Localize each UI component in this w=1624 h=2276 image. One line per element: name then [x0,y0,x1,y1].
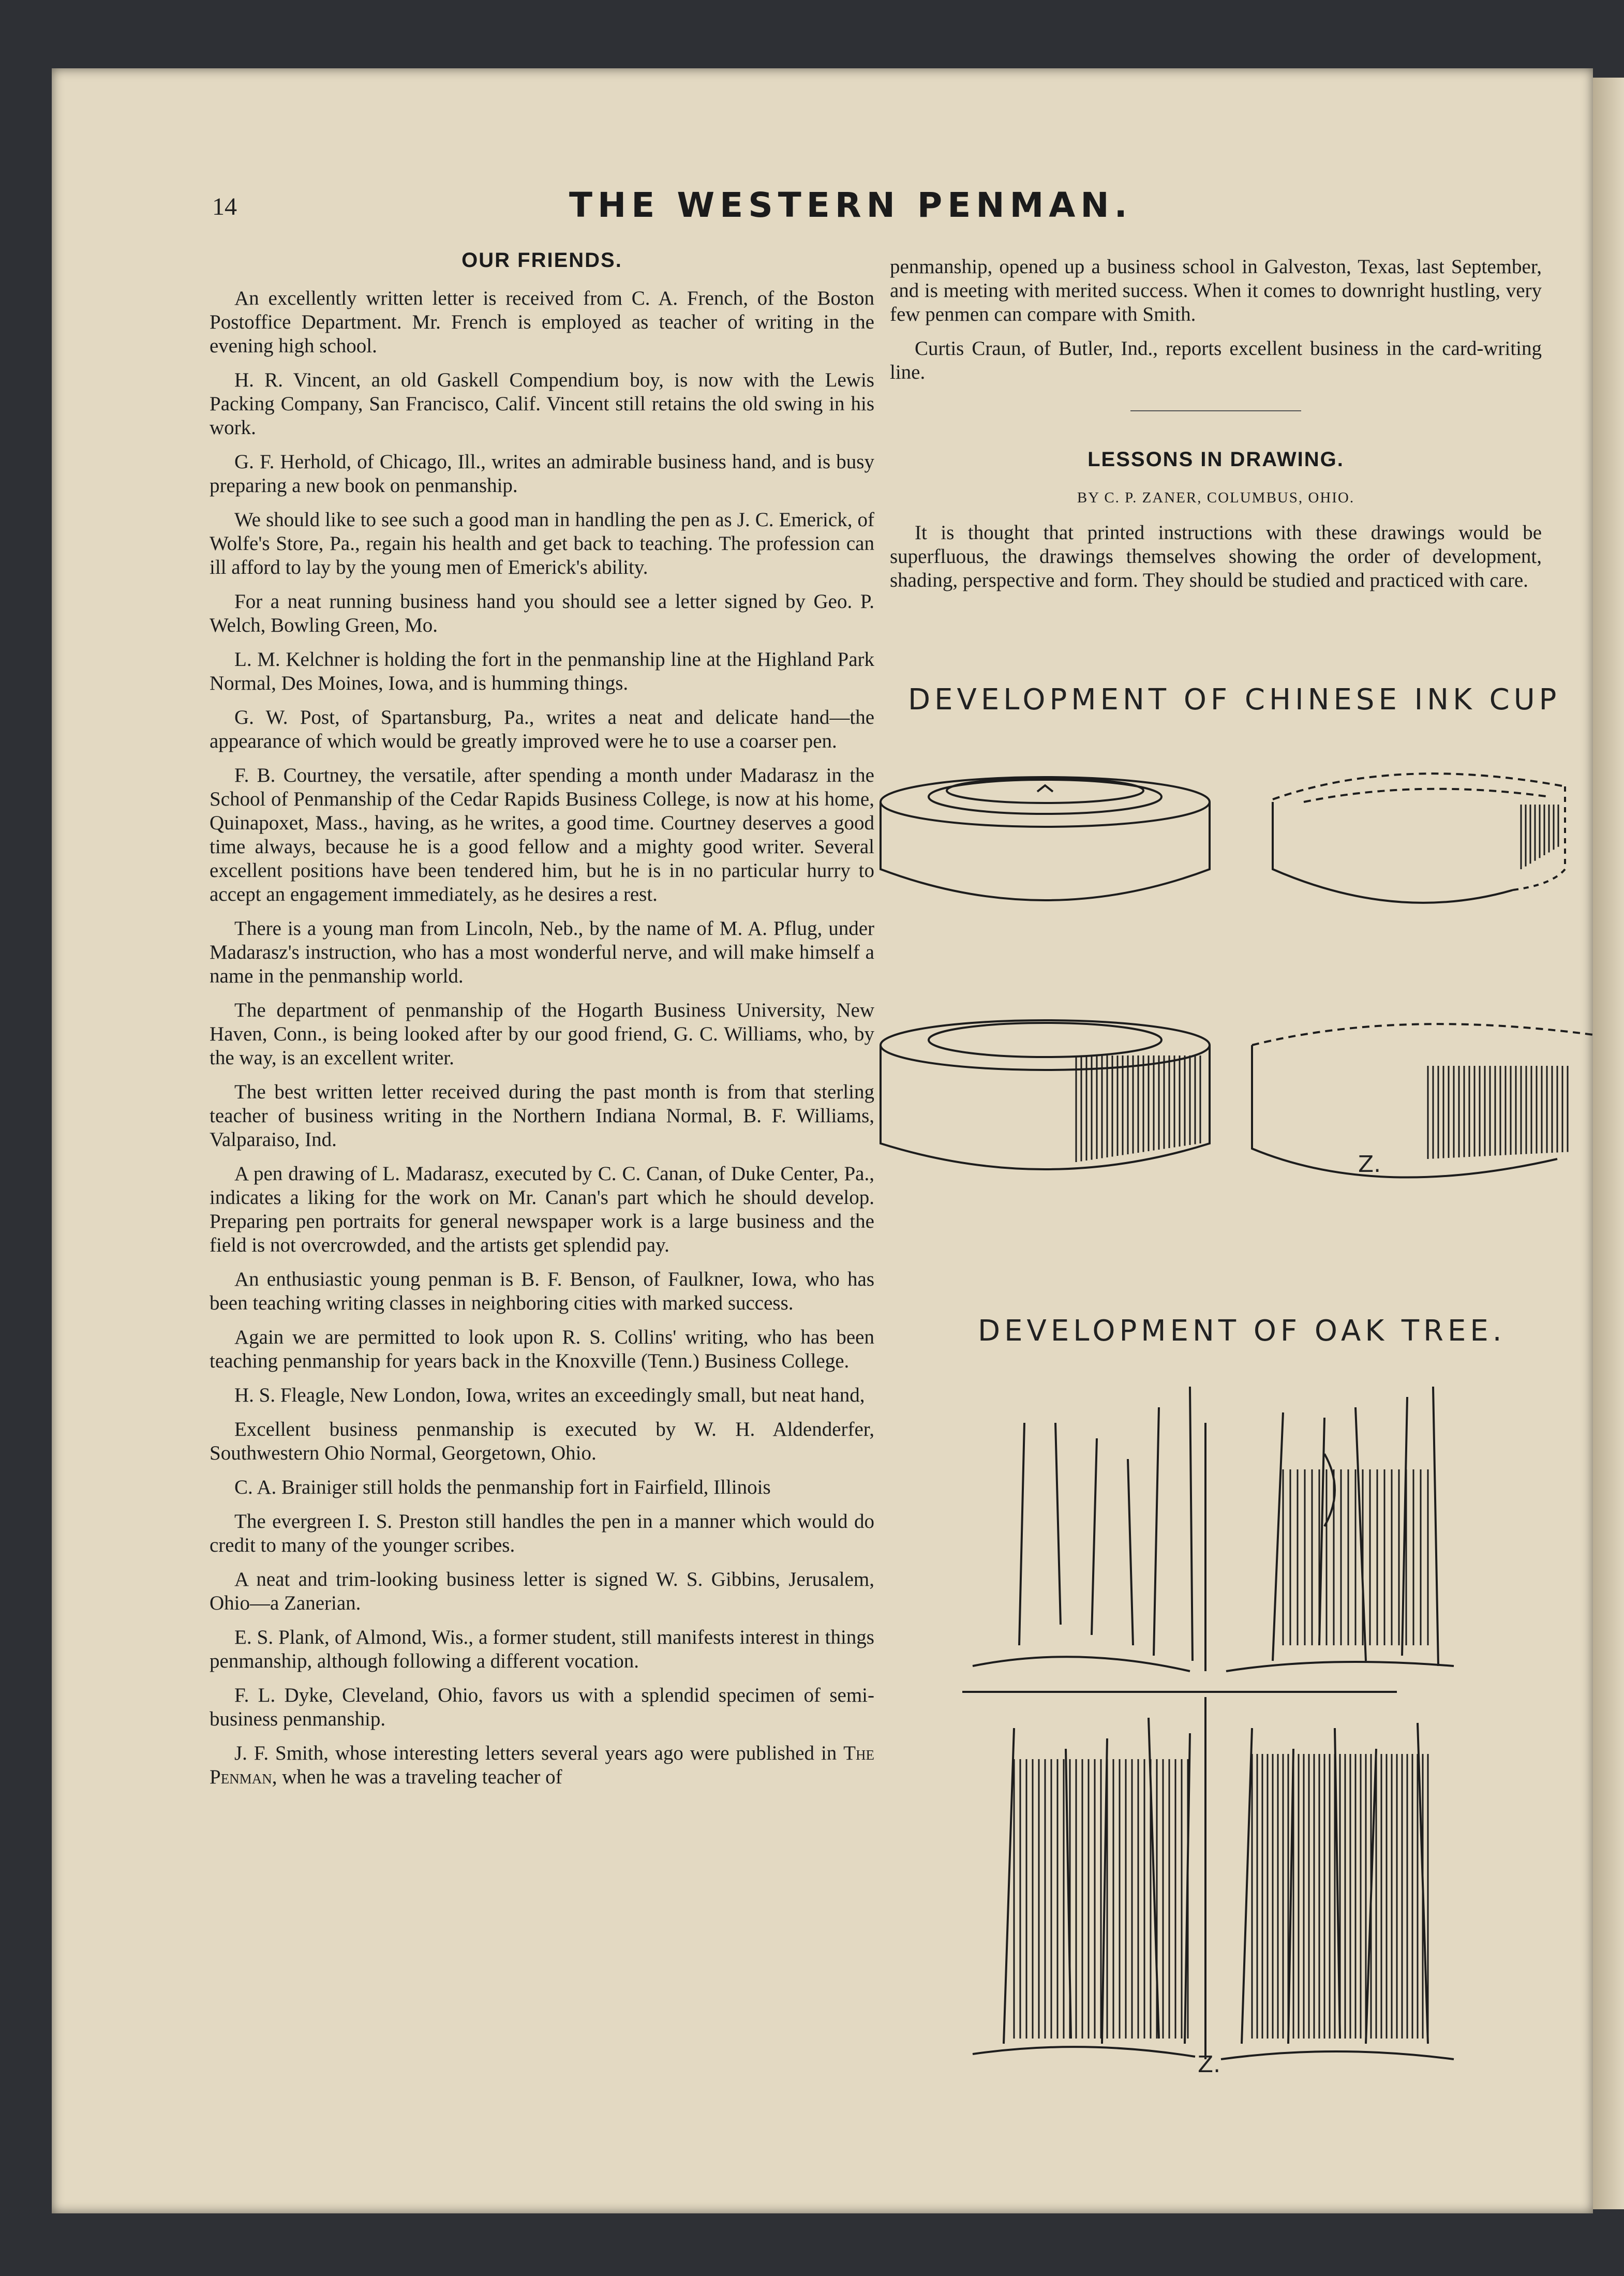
oak-tree-title: DEVELOPMENT OF OAK TREE. [978,1314,1506,1348]
byline: BY C. P. ZANER, COLUMBUS, OHIO. [1077,489,1355,506]
masthead: THE WESTERN PENMAN. [569,185,1133,225]
lessons-intro: It is thought that printed instructions with these drawings would be superfluous, the drawings themselves showing the order of development, shading, perspective and form. They should be studied and practiced with care. [890,522,1542,591]
last-paragraph-start: J. F. Smith, whose interesting letters several years ago were published in [234,1742,844,1764]
friend-note-paragraph: Excellent business penmanship is executed by W. H. Aldenderfer, Southwestern Ohio Normal, Georgetown, Ohio. [210,1418,874,1464]
friend-note-paragraph: H. S. Fleagle, New London, Iowa, writes an exceedingly small, but neat hand, [234,1384,865,1406]
last-paragraph [210,1742,874,1789]
friend-note-paragraph: For a neat running business hand you should see a letter signed by Geo. P. Welch, Bowling Green, Mo. [210,590,874,636]
last-paragraph-end: , when he was a traveling teacher of [272,1766,562,1788]
friend-note-paragraph: H. R. Vincent, an old Gaskell Compendium boy, is now with the Lewis Packing Company, San Francisco, Calif. Vincent still retains the old swing in his work. [210,369,874,439]
publication-name: The Penman [210,1742,874,1788]
friend-note-paragraph: There is a young man from Lincoln, Neb., by the name of M. A. Pflug, under Madarasz's instruction, who has a most wonderful nerve, and will make himself a name in the penmanship world. [210,917,874,987]
lessons-heading: LESSONS IN DRAWING. [1087,448,1344,471]
continued-paragraph: penmanship, opened up a business school in Galveston, Texas, last September, and is meeting with merited success. When it comes to downright hustling, very few penmen can compare with Smith. [890,256,1542,325]
page-number: 14 [212,193,237,220]
ink-cup-signature: Z. [1358,1151,1381,1178]
craun-paragraph: Curtis Craun, of Butler, Ind., reports excellent business in the card-writing line. [890,337,1542,383]
friend-note-paragraph: A pen drawing of L. Madarasz, executed by C. C. Canan, of Duke Center, Pa., indicates a liking for the work on Mr. Canan's part which he should develop. Preparing pen portraits for general newspaper work is a large business and the field is not overcrowded, and the artists get splendid pay. [210,1163,874,1256]
section-divider [1130,410,1301,411]
oak-tree-illustration [962,1356,1474,2075]
friend-note-paragraph: C. A. Brainiger still holds the penmanship fort in Fairfield, Illinois [234,1476,771,1498]
friend-note-paragraph: L. M. Kelchner is holding the fort in the penmanship line at the Highland Park Normal, Des Moines, Iowa, and is humming things. [210,648,874,694]
friend-note-paragraph: G. F. Herhold, of Chicago, Ill., writes an admirable business hand, and is busy preparing a new book on penmanship. [210,451,874,497]
friend-note-paragraph: The best written letter received during the past month is from that sterling teacher of business writing in the Northern Indiana Normal, B. F. Williams, Valparaiso, Ind. [210,1081,874,1151]
friend-note-paragraph: An enthusiastic young penman is B. F. Benson, of Faulkner, Iowa, who has been teaching writing classes in neighboring cities with marked success. [210,1268,874,1314]
ink-cup-illustration [880,714,1604,1211]
friend-note-paragraph: F. B. Courtney, the versatile, after spending a month under Madarasz in the School of Penmanship of the Cedar Rapids Business College, is now at his home, Quinapoxet, Mass., having, as he writes, a good time. Courtney deserves a good time always, because he is a good fellow and a mighty good writer. Several excellent positions have been tendered him, but he is in no particular hurry to accept an engagement immediately, as he desires a rest. [210,764,874,905]
friend-note-paragraph: The department of penmanship of the Hogarth Business University, New Haven, Conn., is being looked after by our good friend, G. C. Williams, who, by the way, is an excellent writer. [210,999,874,1069]
left-column [210,248,874,1799]
friend-note-paragraph: We should like to see such a good man in handling the pen as J. C. Emerick, of Wolfe's Store, Pa., regain his health and get back to teaching. The profession can ill afford to lay by the young men of Emerick's ability. [210,509,874,578]
friend-note-paragraph: A neat and trim-looking business letter is signed W. S. Gibbins, Jerusalem, Ohio—a Zanerian. [210,1568,874,1614]
friend-note-paragraph: The evergreen I. S. Preston still handles the pen in a manner which would do credit to many of the younger scribes. [210,1510,874,1556]
friend-note-paragraph: An excellently written letter is received from C. A. French, of the Boston Postoffice Department. Mr. French is employed as teacher of writing in the evening high school. [210,287,874,357]
left-paragraphs [210,287,874,1731]
friend-note-paragraph: G. W. Post, of Spartansburg, Pa., writes a neat and delicate hand—the appearance of which would be greatly improved were he to use a coarser pen. [210,706,874,752]
oak-tree-signature: Z. [1198,2051,1221,2075]
ink-cup-title: DEVELOPMENT OF CHINESE INK CUP [908,683,1561,717]
friend-note-paragraph: Again we are permitted to look upon R. S. Collins' writing, who has been teaching penmanship for years back in the Knoxville (Tenn.) Business College. [210,1326,874,1372]
friend-note-paragraph: F. L. Dyke, Cleveland, Ohio, favors us with a splendid specimen of semi-business penmanship. [210,1684,874,1730]
right-column [890,255,1542,603]
friend-note-paragraph: E. S. Plank, of Almond, Wis., a former student, still manifests interest in things penmanship, although following a different vocation. [210,1626,874,1672]
our-friends-heading: OUR FRIENDS. [461,249,622,272]
